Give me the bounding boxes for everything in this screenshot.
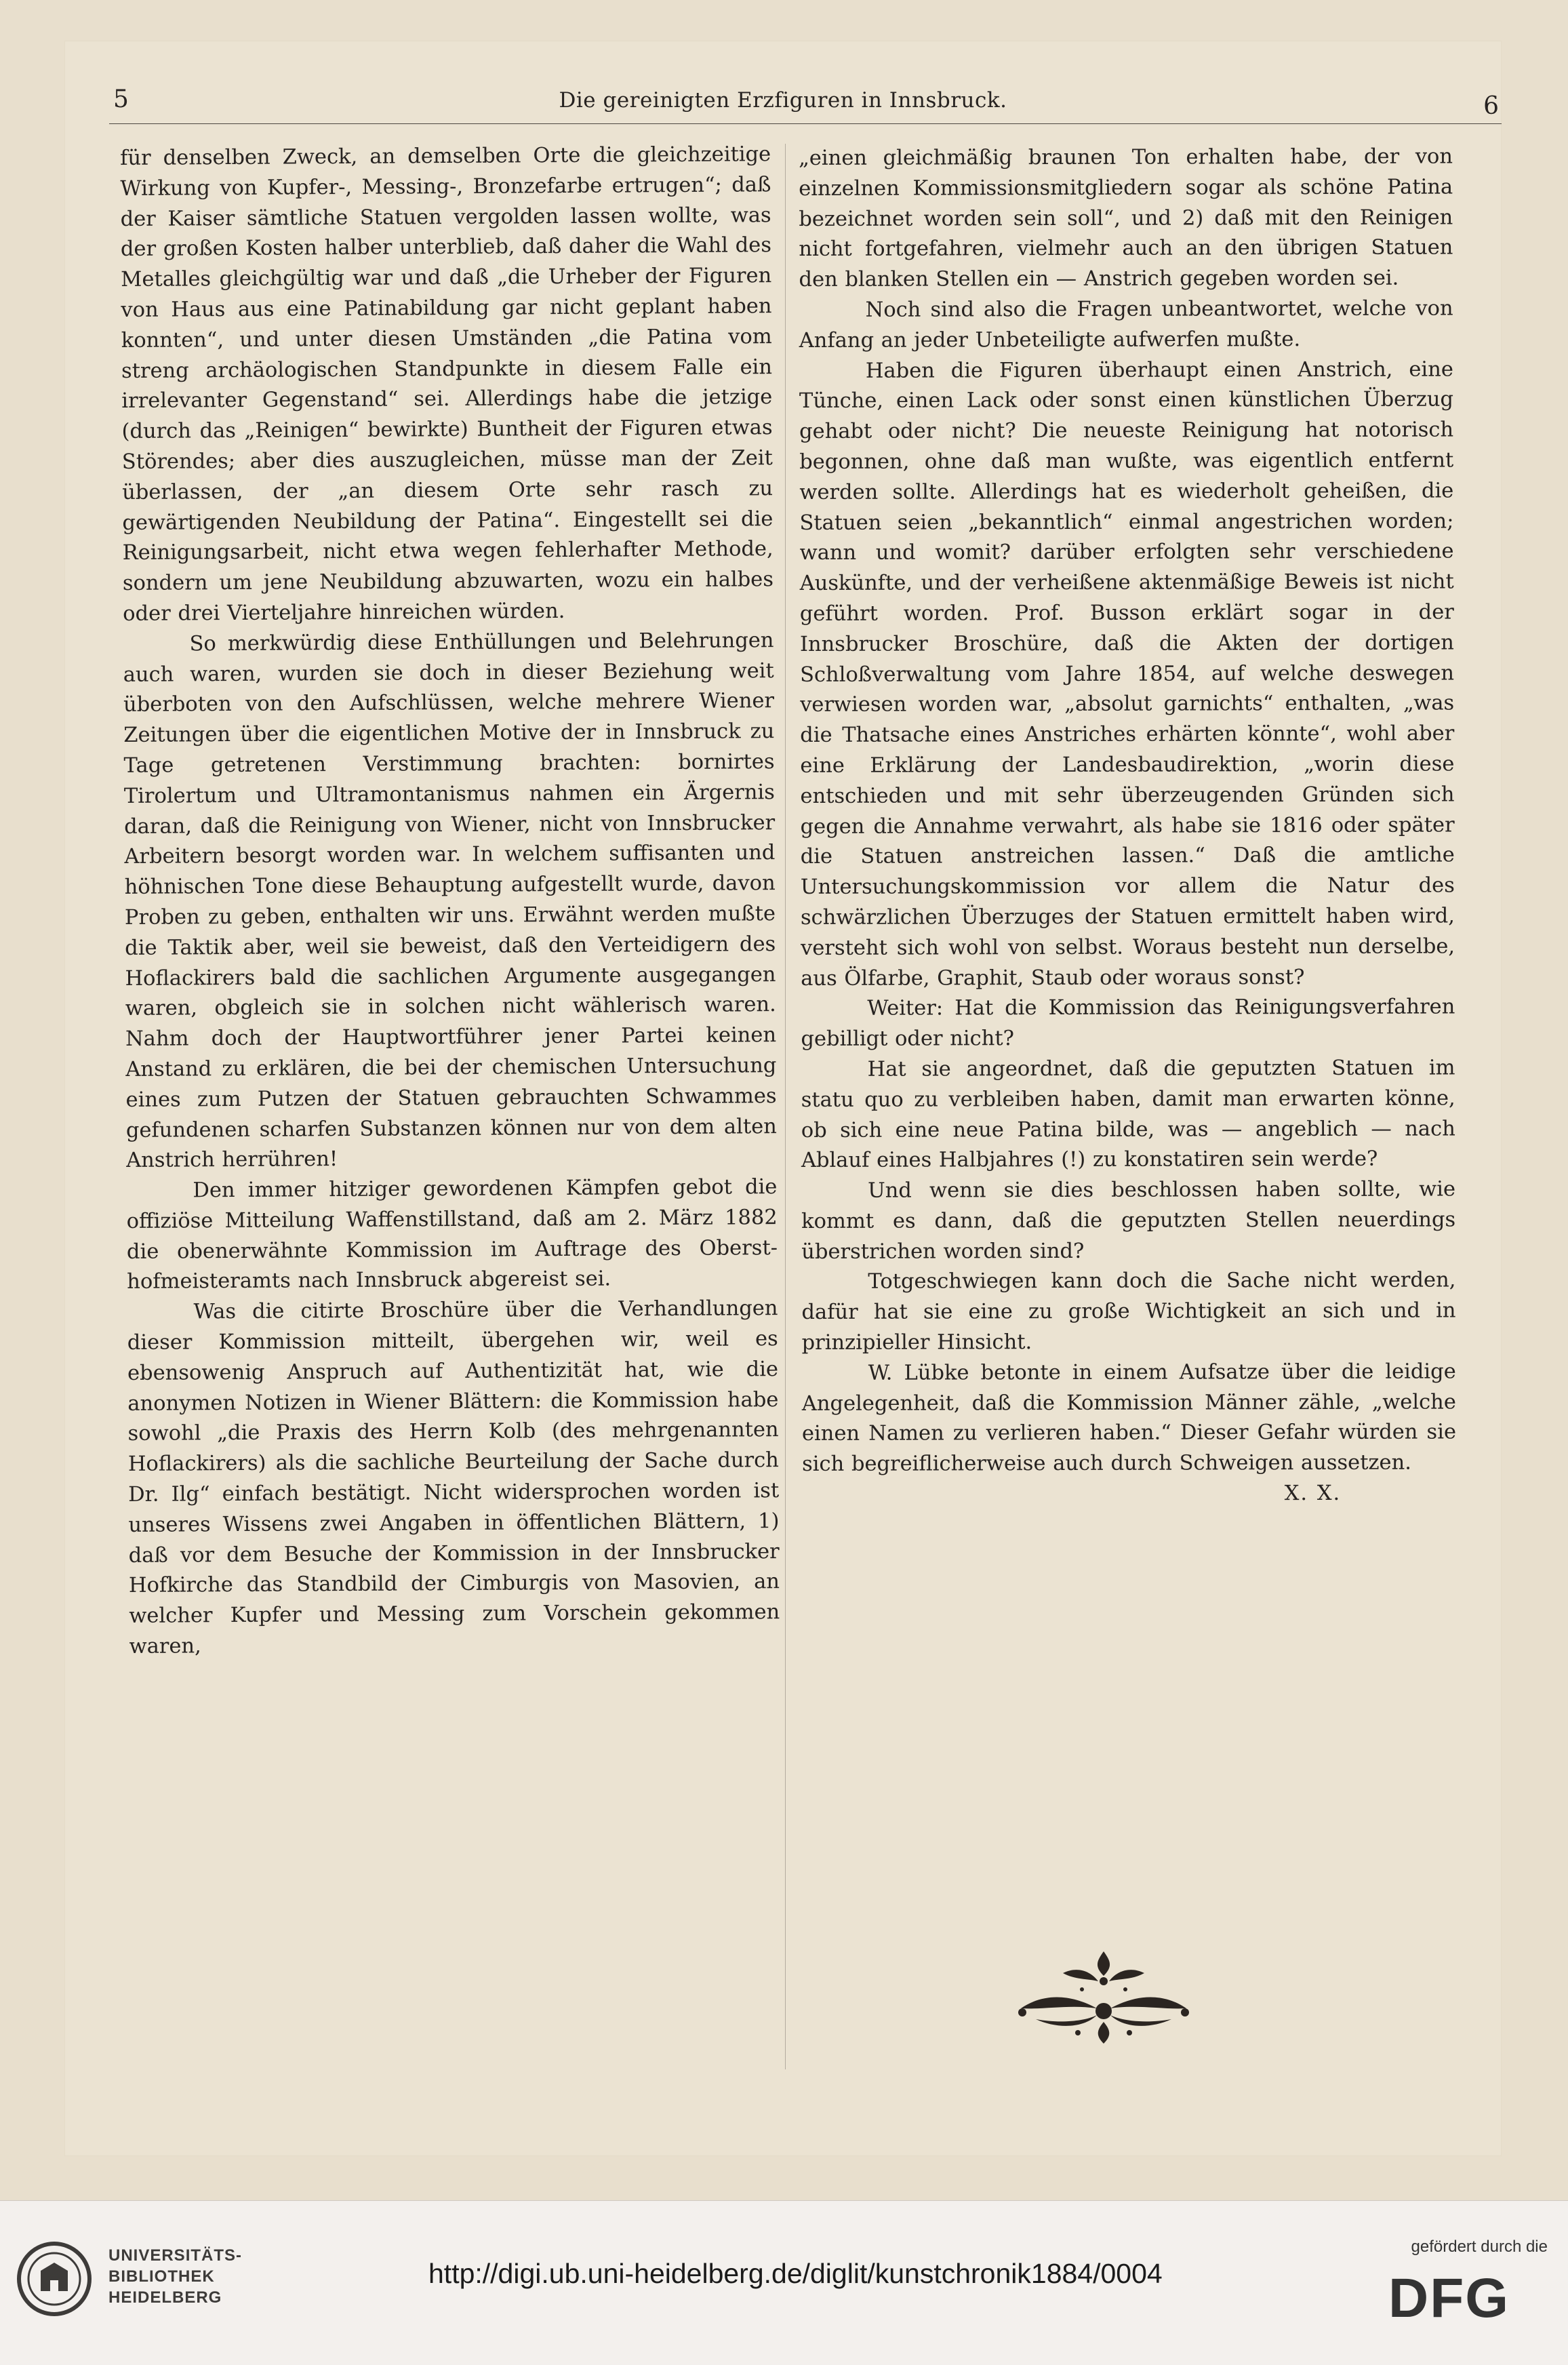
ornament-vignette [995,1946,1212,2048]
university-seal-icon [14,2238,95,2320]
author-signature: X. X. [1284,1481,1342,1506]
paragraph: W. Lübke betonte in einem Aufsatze über die leidige Angelegenheit, daß die Kommission Männer zähle, „welche einen Namen zu verlieren haben.“ Dieser Gefahr würden sie sich begreiflicherweise auch durch Schweigen aussetzen. [801,1359,1457,1477]
paragraph: So merkwürdig diese Enthüllungen und Belehrungen auch waren, wurden sie doch in dieser Beziehung weit überboten von den Aufschlüssen, welche mehrere Wiener Zeitungen über die eigentlichen Motive der in Innsbruck zu Tage getretenen Verstimmung brachten: bornirtes Tirolertum und Ultramontanismus nahmen ein Ärgernis daran, daß die Reinigung von Wiener, nicht von Innsbrucker Arbeitern besorgt worden war. In welchem suffisanten und höhnischen Tone diese Behauptung aufgestellt wurde, davon Proben zu geben, enthalten wir uns. Erwähnt werden mußte die Taktik aber, weil sie beweist, daß den Verteidigern des Hoflackirers bald die sachlichen Argumente ausgegangen waren, obgleich sie in solchen nicht wählerisch waren. Nahm doch der Hauptwortführer jener Partei keinen Anstand zu erklären, die bei der chemischen Untersuchung eines zum Putzen der Statuen gebrauchten Schwammes gefundenen scharfen Substanzen können nur von dem alten Anstrich herrühren! [123,628,777,1173]
funding-note: gefördert durch die [1411,2238,1548,2256]
paragraph: Hat sie angeordnet, daß die geputzten Statuen im statu quo zu verbleiben haben, damit man erwarten könne, ob sich eine neue Patina bilde, was — angeblich — nach Ablauf eines Halbjahres (!) zu konstatiren sein werde? [801,1056,1455,1173]
right-column [799,142,1456,1510]
paragraph: Weiter: Hat die Kommission das Reinigungsverfahren gebilligt oder nicht? [801,995,1455,1052]
paragraph: Totgeschwiegen kann doch die Sache nicht werden, dafür hat sie eine zu große Wichtigkeit an sich und in prinzipieller Hinsicht. [801,1268,1456,1355]
page-number-left: 5 [113,85,129,113]
column-divider [785,144,786,2069]
paragraph: für denselben Zweck, an demselben Orte die gleichzeitige Wirkung von Kupfer-, Messing-, Bronzefarbe ertrugen“; daß der Kaiser sämtliche Statuen vergolden lassen wollte, was der großen Kosten halber unterblieb, daß daher die Wahl des Metalles gleichgültig war und daß „die Urheber der Figuren von Haus aus eine Patinabildung gar nicht geplant haben konnten“, und unter diesen Umständen „die Patina vom streng archäologischen Standpunkte in diesem Falle ein irrelevanter Gegenstand“ sei. Allerdings habe die jetzige (durch das „Reinigen“ bewirkte) Buntheit der Figuren etwas Störendes; aber dies auszugleichen, müsse man der Zeit überlassen, der „an diesem Orte sehr rasch zu gewärtigenden Neubildung der Patina“. Eingestellt sei die Reinigungsarbeit, nicht etwa wegen fehlerhafter Methode, sondern um jene Neubildung abzuwarten, wozu ein halbes oder drei Vierteljahre hinreichen würden. [120,142,774,626]
header-rule [109,123,1502,124]
svg-text:DFG: DFG [1388,2269,1510,2324]
institution-line: HEIDELBERG [108,2288,222,2307]
page-number-right: 6 [1483,92,1499,120]
institution-line: UNIVERSITÄTS- [108,2246,243,2265]
paragraph: Noch sind also die Fragen unbeantwortet, welche von Anfang an jeder Unbeteiligte aufwerfen mußte. [799,296,1453,353]
permalink-url[interactable]: http://digi.ub.uni-heidelberg.de/diglit/kunstchronik1884/0004 [428,2258,1163,2289]
paragraph: „einen gleichmäßig braunen Ton erhalten habe, der von einzelnen Kommissionsmitgliedern sogar als schöne Patina bezeichnet worden sein soll“, und 2) daß mit den Reinigen nicht fortgefahren, vielmehr auch an den übrigen Statuen den blanken Stellen ein — Anstrich gegeben worden sei. [799,144,1453,292]
left-column [120,140,780,1663]
paragraph: Haben die Figuren überhaupt einen Anstrich, eine Tünche, einen Lack oder sonst einen künstlichen Überzug gehabt oder nicht? Die neueste Reinigung hat notorisch begonnen, ohne daß man wußte, was eigentlich entfernt werden sollte. Allerdings hat es wiederholt geheißen, die Statuen seien „bekanntlich“ einmal angestrichen worden; wann und womit? darüber erfolgten sehr verschiedene Auskünfte, und der verheißene aktenmäßige Beweis ist nicht geführt worden. Prof. Busson erklärt sogar in der Innsbrucker Broschüre, daß die Akten der dortigen Schloßverwaltung vom Jahre 1854, auf welche deswegen verwiesen worden war, „absolut garnichts“ enthalten, „was die Thatsache eines Anstriches erhärten könnte“, wohl aber eine Erklärung der Landesbaudirektion, „worin diese entschieden und mit sehr überzeugenden Gründen sich gegen die Annahme verwahrt, als habe sie 1816 oder später die Statuen anstreichen lassen.“ Daß die amtliche Untersuchungskommission vor allem die Natur des schwärzlichen Überzuges der Statuen ermittelt haben wird, versteht sich wohl von selbst. Woraus besteht nun derselbe, aus Ölfarbe, Graphit, Staub oder woraus sonst? [799,357,1455,991]
paragraph: Was die citirte Broschüre über die Verhandlungen dieser Kommission mitteilt, übergehen wir, weil es ebensowenig Anspruch auf Authentizität hat, wie die anonymen Notizen in Wiener Blättern: die Kommission habe sowohl „die Praxis des Herrn Kolb (des mehrgenannten Hoflackirers) als die sachliche Beurteilung der Sache durch Dr. Ilg“ einfach bestätigt. Nicht widersprochen worden ist unseres Wissens zwei Angaben in öffentlichen Blättern, 1) daß vor dem Besuche der Kommission in der Innsbrucker Hofkirche das Standbild der Cimburgis von Masovien, an welcher Kupfer und Messing zum Vorschein gekommen waren, [127,1296,780,1659]
paragraph: Und wenn sie dies beschlossen haben sollte, wie kommt es dann, daß die geputzten Stellen neuerdings überstrichen worden sind? [801,1177,1456,1264]
institution-line: BIBLIOTHEK [108,2267,215,2286]
paragraph: Den immer hitziger gewordenen Kämpfen gebot die offiziöse Mitteilung Waffenstillstand, daß am 2. März 1882 die obenerwähnte Kommission im Auftrage des Obersthofmeisteramts nach Innsbruck abgereist sei. [126,1175,778,1294]
document-sheet [64,41,1502,2156]
dfg-logo-icon [1388,2269,1548,2324]
page-header [64,41,1502,120]
digitization-footer [0,2200,1568,2365]
running-title: Die gereinigten Erzfiguren in Innsbruck. [559,88,1007,113]
footer-divider [0,2200,1568,2201]
university-library-name [108,2245,242,2308]
